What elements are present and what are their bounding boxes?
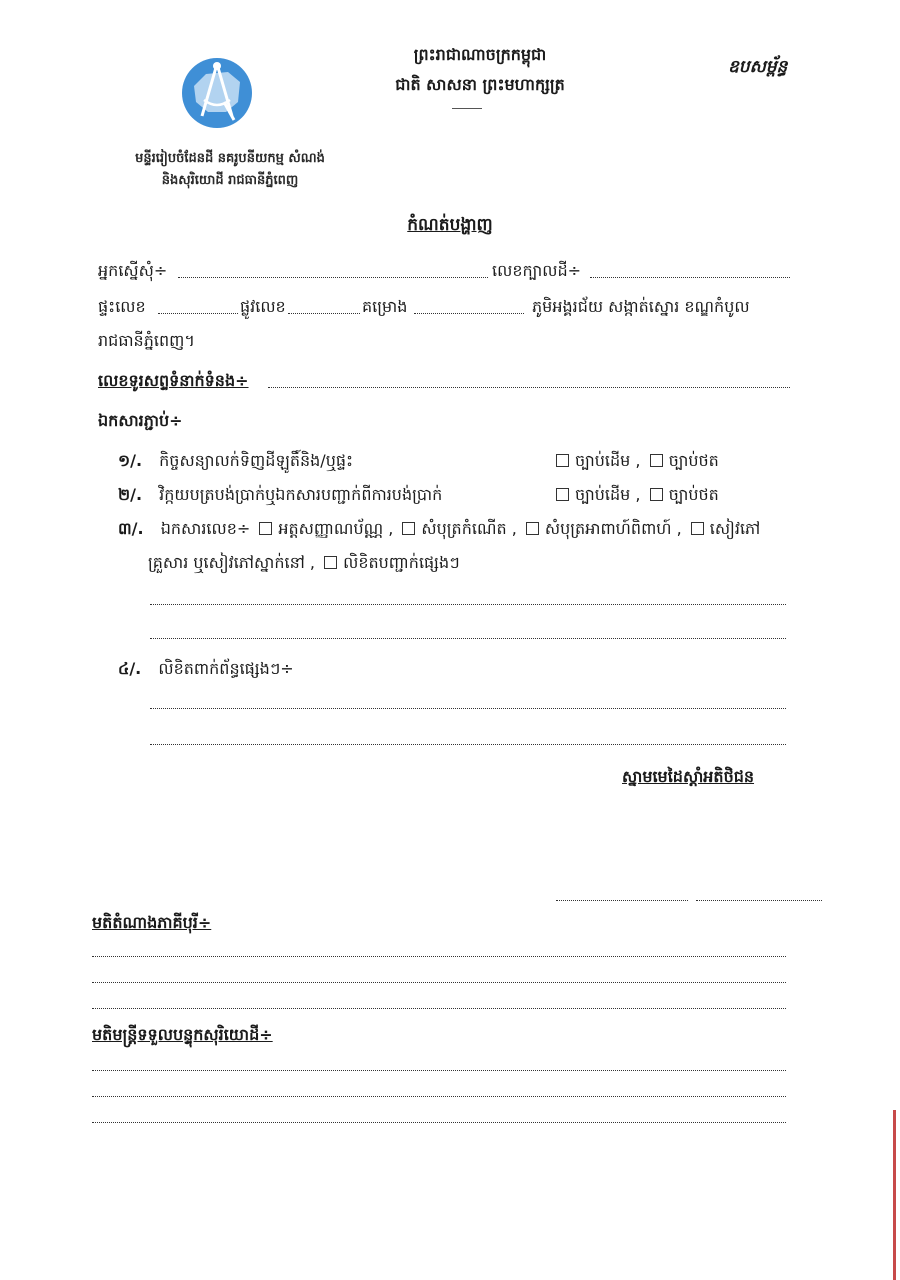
item4-text: លិខិតពាក់ព័ន្ធផ្សេងៗ÷	[158, 659, 294, 678]
opinion2-fill-line[interactable]	[92, 1070, 786, 1071]
marriage-cert-label: សំបុត្រអាពាហ៍ពិពាហ៍ ,	[544, 519, 682, 538]
project-label: គម្រោង	[362, 297, 408, 316]
birth-cert-label: សំបុត្រកំណើត ,	[421, 519, 517, 538]
item3-fill-line[interactable]	[150, 604, 786, 605]
client-thumbprint-label: ស្នាមមេដៃស្តាំអតិថិជន	[622, 767, 755, 786]
original-checkbox[interactable]	[556, 488, 569, 501]
item-number: ៣/.	[118, 519, 144, 538]
house-number-label: ផ្ទះលេខ	[98, 297, 146, 316]
marriage-cert-checkbox[interactable]	[526, 522, 539, 535]
item3-fill-line[interactable]	[150, 638, 786, 639]
attachment-item-4	[118, 658, 294, 682]
nation-motto: ជាតិ សាសនា ព្រះមហាក្សត្រ	[395, 75, 565, 94]
opinion2-fill-line[interactable]	[92, 1122, 786, 1123]
opinion1-fill-line[interactable]	[92, 956, 786, 957]
applicant-field[interactable]	[178, 277, 488, 278]
item1-copy-options	[556, 450, 719, 474]
form-title: កំណត់បង្ហាញ	[407, 215, 493, 235]
applicant-label: អ្នកស្នើសុំ÷	[98, 261, 168, 280]
item-text: កិច្ចសន្យាលក់ទិញដីឡូតិ៍និង/ឬផ្ទះ	[159, 451, 354, 470]
item3-label: ឯកសារលេខ÷	[160, 519, 251, 538]
original-checkbox[interactable]	[556, 454, 569, 467]
cadastral-officer-opinion-label: មតិមន្ត្រីទទួលបន្ទុកសុរិយោដី÷	[92, 1025, 273, 1044]
street-number-label: ផ្លូវលេខ	[240, 297, 286, 316]
project-field[interactable]	[414, 313, 524, 314]
photocopy-checkbox[interactable]	[650, 488, 663, 501]
item3-line2-text: គ្រួសារ ឬសៀវភៅស្នាក់នៅ ,	[148, 553, 315, 572]
id-card-label: អត្តសញ្ញាណប័ណ្ណ ,	[278, 519, 394, 538]
appendix-label: ឧបសម្ព័ន្ធ	[728, 57, 788, 77]
attachment-item-3	[118, 518, 760, 542]
scan-edge-mark	[893, 1110, 896, 1280]
signature-line-1[interactable]	[556, 900, 688, 901]
street-number-field[interactable]	[288, 313, 360, 314]
photocopy-option-label: ច្បាប់ថត	[668, 451, 719, 470]
photocopy-checkbox[interactable]	[650, 454, 663, 467]
birth-cert-checkbox[interactable]	[402, 522, 415, 535]
attachment-item	[118, 484, 442, 508]
phone-label: លេខទូរសព្ទទំនាក់ទំនង÷	[98, 371, 249, 390]
department-logo	[180, 56, 254, 130]
item4-fill-line[interactable]	[150, 744, 786, 745]
family-book-checkbox[interactable]	[691, 522, 704, 535]
location-text: ភូមិអង្គរជ័យ សង្កាត់ស្នោរ ខណ្ឌកំបូល	[532, 297, 750, 316]
original-option-label: ច្បាប់ដើម ,	[575, 451, 641, 470]
item4-fill-line[interactable]	[150, 708, 786, 709]
item-text: វិក្កយបត្របង់ប្រាក់ឬឯកសារបញ្ជាក់ពីការបង់ប្រាក់	[159, 485, 443, 504]
opinion2-fill-line[interactable]	[92, 1096, 786, 1097]
opinion1-fill-line[interactable]	[92, 1008, 786, 1009]
attachment-item-3-cont	[148, 552, 460, 576]
attachment-item	[118, 450, 353, 474]
kingdom-title: ព្រះរាជាណាចក្រកម្ពុជា	[413, 45, 547, 64]
item2-copy-options	[556, 484, 719, 508]
department-name-line2: និងសុរិយោដី រាជធានីភ្នំពេញ	[161, 173, 299, 188]
original-option-label: ច្បាប់ដើម ,	[575, 485, 641, 504]
opinion1-fill-line[interactable]	[92, 982, 786, 983]
item-number: ៤/.	[118, 659, 142, 678]
photocopy-option-label: ច្បាប់ថត	[668, 485, 719, 504]
signature-line-2[interactable]	[696, 900, 822, 901]
house-number-field[interactable]	[158, 313, 238, 314]
attached-documents-label: ឯកសារភ្ជាប់÷	[98, 411, 183, 430]
land-number-field[interactable]	[590, 277, 790, 278]
department-name-line1: មន្ទីររៀបចំដែនដី នគរូបនីយកម្ម សំណង់	[135, 151, 325, 166]
item-number: ២/.	[118, 485, 143, 504]
other-letter-label: លិខិតបញ្ជាក់ផ្សេងៗ	[343, 553, 460, 572]
phone-field[interactable]	[268, 387, 790, 388]
family-book-label: សៀវភៅ	[709, 519, 761, 538]
item-number: ១/.	[118, 451, 143, 470]
id-card-checkbox[interactable]	[259, 522, 272, 535]
borey-representative-opinion-label: មតិតំណាងភាគីបុរី÷	[92, 913, 212, 932]
city-text: រាជធានីភ្នំពេញ។	[98, 331, 195, 350]
other-letter-checkbox[interactable]	[324, 556, 337, 569]
header-divider	[452, 108, 482, 109]
land-number-label: លេខក្បាលដី÷	[492, 261, 582, 280]
